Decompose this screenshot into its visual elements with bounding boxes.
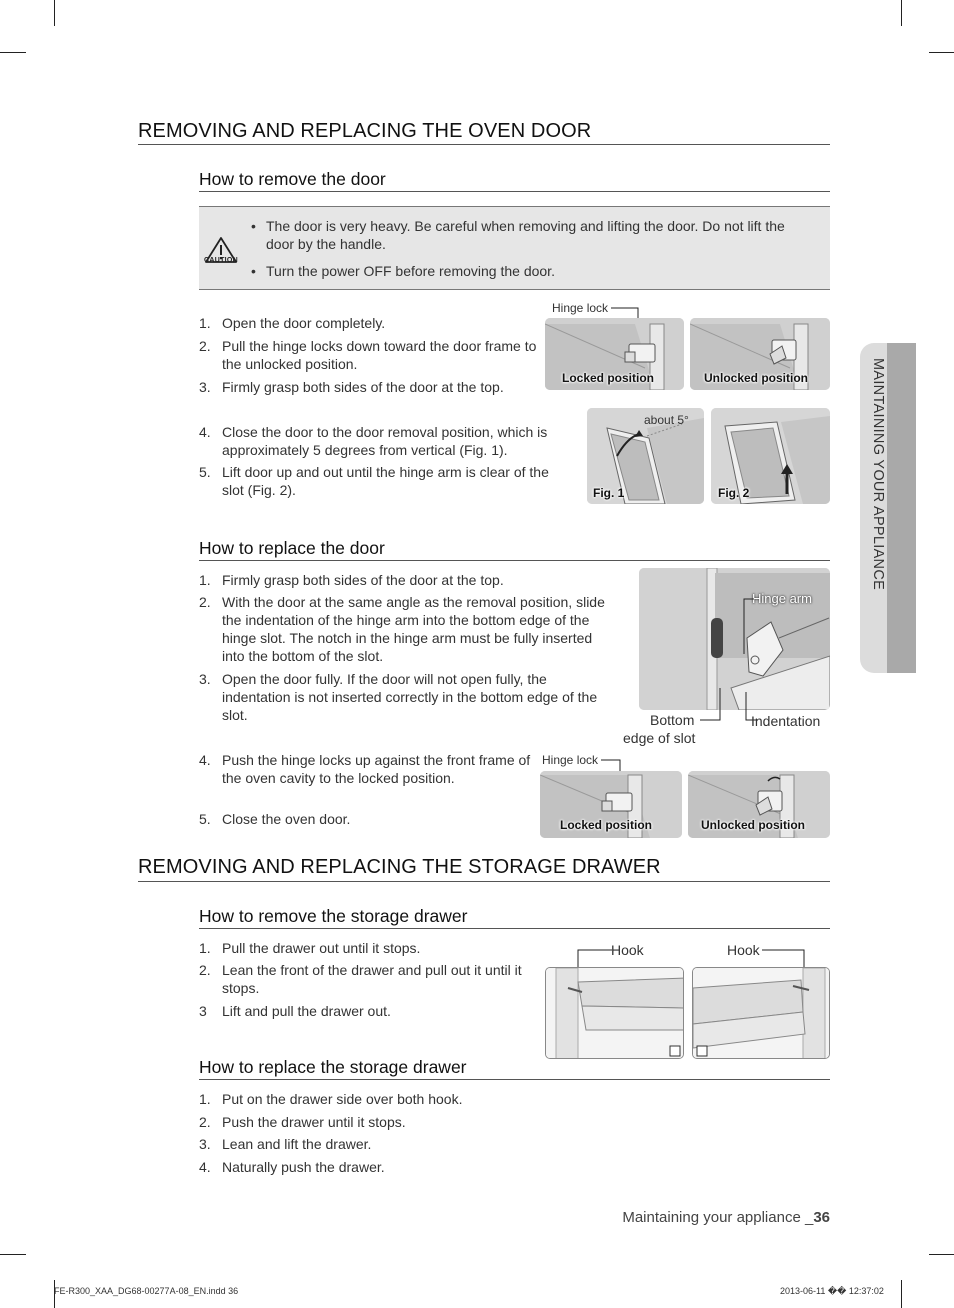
locked-position-caption: Locked position — [562, 371, 655, 385]
subsection-title-remove-door: How to remove the door — [199, 169, 386, 189]
subsection-rule — [199, 191, 830, 192]
crop-mark — [901, 1280, 902, 1308]
indentation-callout: Indentation — [751, 713, 821, 729]
fig1-caption: Fig. 1 — [593, 486, 625, 500]
hinge-lock-callout: Hinge lock — [542, 753, 599, 767]
locked-position-caption: Locked position — [560, 818, 653, 832]
slug-file: FE-R300_XAA_DG68-00277A-08_EN.indd 36 — [54, 1286, 239, 1296]
step-item: 2. With the door at the same angle as the removal position, slide the indentation of the hinge arm into the bottom edge of the hinge slot. The notch in the hinge arm must be fully inserted into the bottom of the slot. — [199, 594, 605, 664]
subsection-title-replace-drawer: How to replace the storage drawer — [199, 1057, 467, 1077]
page-number: 36 — [813, 1209, 830, 1226]
crop-mark — [0, 52, 26, 53]
unlocked-position-caption: Unlocked position — [701, 818, 806, 832]
crop-mark — [929, 1254, 954, 1255]
illustration-drawer-left — [545, 967, 684, 1059]
illustration-drawer-right — [692, 967, 830, 1059]
step-item: 5. Lift door up and out until the hinge arm is clear of the slot (Fig. 2). — [199, 464, 549, 498]
hinge-arm-callout: Hinge arm — [752, 591, 812, 606]
crop-mark — [0, 1254, 26, 1255]
subsection-title-replace-door: How to replace the door — [199, 538, 385, 558]
side-tab-stripe — [887, 343, 916, 673]
fig2-caption: Fig. 2 — [718, 486, 750, 500]
step-item: 4. Push the hinge locks up against the front frame of the oven cavity to the locked position. — [199, 752, 531, 786]
step-item: 5. Close the oven door. — [199, 811, 351, 827]
caution-label: CAUTION — [204, 257, 238, 264]
hinge-arm-leader — [740, 596, 756, 656]
unlocked-position-caption: Unlocked position — [704, 371, 809, 385]
step-item: 3 Lift and pull the drawer out. — [199, 1003, 391, 1019]
step-item: 1. Open the door completely. — [199, 315, 386, 331]
slug-date: 2013-06-11 �� 12:37:02 — [780, 1286, 884, 1296]
hook-callout-left: Hook — [611, 942, 644, 958]
step-item: 4. Close the door to the door removal position, which is approximately 5 degrees from vertical (Fig. 1). — [199, 424, 548, 458]
step-item: 1. Pull the drawer out until it stops. — [199, 940, 421, 956]
caution-item: • The door is very heavy. Be careful when removing and lifting the door. Do not lift the door by the handle. — [251, 218, 785, 252]
step-item: 2. Push the drawer until it stops. — [199, 1114, 406, 1130]
caution-box — [199, 206, 830, 290]
crop-mark — [929, 52, 954, 53]
step-item: 3. Open the door fully. If the door will not open fully, the indentation is not inserted correctly in the bottom edge of the slot. — [199, 671, 598, 723]
bottom-edge-callout-line1: Bottom — [650, 712, 695, 728]
hook-callout-right: Hook — [727, 942, 760, 958]
crop-mark — [901, 0, 902, 26]
section-title-storage-drawer: REMOVING AND REPLACING THE STORAGE DRAWER — [138, 856, 661, 878]
side-tab-label: MAINTAINING YOUR APPLIANCE — [870, 358, 886, 591]
section-rule — [138, 881, 830, 882]
hinge-lock-callout: Hinge lock — [552, 301, 609, 315]
section-rule — [138, 144, 830, 145]
step-item: 1. Put on the drawer side over both hook. — [199, 1091, 463, 1107]
subsection-rule — [199, 560, 830, 561]
about-5-degree-label: about 5° — [644, 413, 689, 427]
step-item: 2. Pull the hinge locks down toward the door frame to the unlocked position. — [199, 338, 537, 372]
page-footer — [622, 1209, 830, 1226]
crop-mark — [54, 0, 55, 26]
step-item: 3. Firmly grasp both sides of the door at the top. — [199, 379, 504, 395]
step-item: 4. Naturally push the drawer. — [199, 1159, 385, 1175]
bottom-edge-callout-line2: edge of slot — [623, 730, 696, 746]
step-item: 2. Lean the front of the drawer and pull out it until it stops. — [199, 962, 522, 996]
step-item: 1. Firmly grasp both sides of the door at the top. — [199, 572, 504, 588]
subsection-rule — [199, 928, 830, 929]
bottom-slot-leader — [698, 686, 728, 726]
step-item: 3. Lean and lift the drawer. — [199, 1136, 372, 1152]
caution-item: • Turn the power OFF before removing the door. — [251, 263, 555, 279]
section-title-oven-door: REMOVING AND REPLACING THE OVEN DOOR — [138, 120, 592, 142]
footer-label: Maintaining your appliance _ — [622, 1209, 814, 1226]
subsection-rule — [199, 1079, 830, 1080]
subsection-title-remove-drawer: How to remove the storage drawer — [199, 906, 468, 926]
